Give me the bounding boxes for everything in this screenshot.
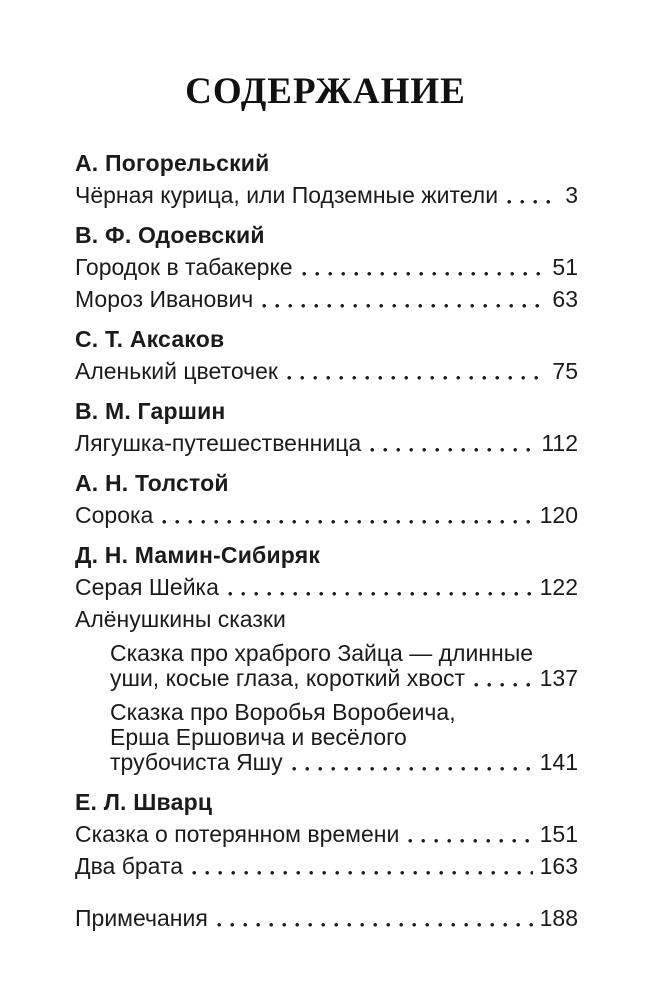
page-title: СОДЕРЖАНИЕ bbox=[185, 71, 466, 112]
author-name: С. Т. Аксаков bbox=[75, 326, 225, 352]
toc-entry[interactable] bbox=[75, 255, 578, 280]
toc-entry-line bbox=[110, 666, 578, 691]
toc-entry-line bbox=[75, 575, 578, 600]
toc-entry-line bbox=[75, 359, 578, 384]
toc-entry-line bbox=[110, 750, 578, 775]
entry-title-text: Чёрная курица, или Подземные жители bbox=[75, 182, 499, 208]
page-number: 137 bbox=[539, 665, 578, 691]
entry-title-text: Аленький цветочек bbox=[75, 358, 278, 384]
toc-entry[interactable] bbox=[75, 822, 578, 847]
author-name: Е. Л. Шварц bbox=[75, 789, 213, 815]
entry-title-text: трубочиста Яшу bbox=[110, 749, 283, 775]
page-number: 75 bbox=[552, 358, 578, 384]
dot-leader bbox=[262, 303, 545, 309]
entry-title-text: Сорока bbox=[75, 502, 154, 528]
toc-section bbox=[75, 151, 578, 208]
author-name: В. Ф. Одоевский bbox=[75, 222, 265, 248]
dot-leader bbox=[217, 922, 533, 928]
dot-leader bbox=[474, 682, 533, 688]
page-number: 3 bbox=[565, 182, 578, 208]
page-number: 120 bbox=[539, 502, 578, 528]
entry-title-text: Ерша Ершовича и весёлого bbox=[110, 724, 407, 750]
toc-entry-line bbox=[110, 725, 578, 750]
page-number: 163 bbox=[539, 853, 578, 879]
dot-leader bbox=[162, 519, 532, 525]
toc-entry-line bbox=[75, 287, 578, 312]
entry-title-text: Мороз Иванович bbox=[75, 286, 254, 312]
toc-entry[interactable] bbox=[75, 607, 578, 632]
toc-entry[interactable] bbox=[75, 183, 578, 208]
dot-leader bbox=[292, 766, 533, 772]
entry-title-text: уши, косые глаза, короткий хвост bbox=[110, 665, 466, 691]
author-name: А. Н. Толстой bbox=[75, 470, 229, 496]
entry-title-text: Примечания bbox=[75, 905, 208, 931]
toc-entry-line bbox=[75, 854, 578, 879]
toc-entry[interactable] bbox=[75, 854, 578, 879]
toc-entry-line bbox=[75, 431, 578, 456]
toc-entry[interactable] bbox=[75, 575, 578, 600]
dot-leader bbox=[507, 199, 558, 205]
toc-entry-line bbox=[75, 822, 578, 847]
entry-title-text: Городок в табакерке bbox=[75, 254, 293, 280]
page-number: 141 bbox=[539, 749, 578, 775]
entry-title-text: Сказка о потерянном времени bbox=[75, 821, 400, 847]
page-number: 63 bbox=[552, 286, 578, 312]
author-name: Д. Н. Мамин-Сибиряк bbox=[75, 542, 321, 568]
entry-title-text: Лягушка-путешественница bbox=[75, 430, 362, 456]
page-number: 51 bbox=[552, 254, 578, 280]
page-number: 188 bbox=[539, 905, 578, 931]
toc-entry-line bbox=[75, 607, 578, 632]
author-name: А. Погорельский bbox=[75, 150, 270, 176]
toc-entry[interactable] bbox=[110, 641, 578, 691]
toc-entry-line bbox=[110, 700, 578, 725]
page-number: 112 bbox=[541, 430, 578, 456]
dot-leader bbox=[408, 838, 532, 844]
dot-leader bbox=[287, 375, 545, 381]
toc-entry[interactable] bbox=[110, 700, 578, 775]
entry-title-text: Два брата bbox=[75, 853, 184, 879]
dot-leader bbox=[192, 870, 533, 876]
entry-title-text: Серая Шейка bbox=[75, 574, 219, 600]
entry-title-text: Сказка про храброго Зайца — длинные bbox=[110, 640, 534, 666]
dot-leader bbox=[228, 591, 533, 597]
toc-entry-line bbox=[75, 503, 578, 528]
toc-entry-line bbox=[75, 906, 578, 931]
toc-section bbox=[75, 399, 578, 456]
entry-title-text: Сказка про Воробья Воробеича, bbox=[110, 699, 456, 725]
author-name: В. М. Гаршин bbox=[75, 398, 226, 424]
toc-entry[interactable] bbox=[75, 359, 578, 384]
entry-title-text: Алёнушкины сказки bbox=[75, 606, 286, 632]
toc-entry[interactable] bbox=[75, 503, 578, 528]
toc-list bbox=[75, 151, 578, 931]
toc-section bbox=[75, 790, 578, 879]
toc-entry[interactable] bbox=[75, 431, 578, 456]
toc-section bbox=[75, 327, 578, 384]
dot-leader bbox=[302, 271, 546, 277]
page-number: 122 bbox=[539, 574, 578, 600]
toc-section bbox=[75, 543, 578, 775]
toc-entry[interactable] bbox=[75, 906, 578, 931]
toc-section bbox=[75, 906, 578, 931]
toc-section bbox=[75, 471, 578, 528]
toc-entry-line bbox=[75, 183, 578, 208]
dot-leader bbox=[370, 447, 534, 453]
toc-entry-line bbox=[110, 641, 578, 666]
toc-section bbox=[75, 223, 578, 312]
toc-entry-line bbox=[75, 255, 578, 280]
toc-entry[interactable] bbox=[75, 287, 578, 312]
page-number: 151 bbox=[539, 821, 578, 847]
